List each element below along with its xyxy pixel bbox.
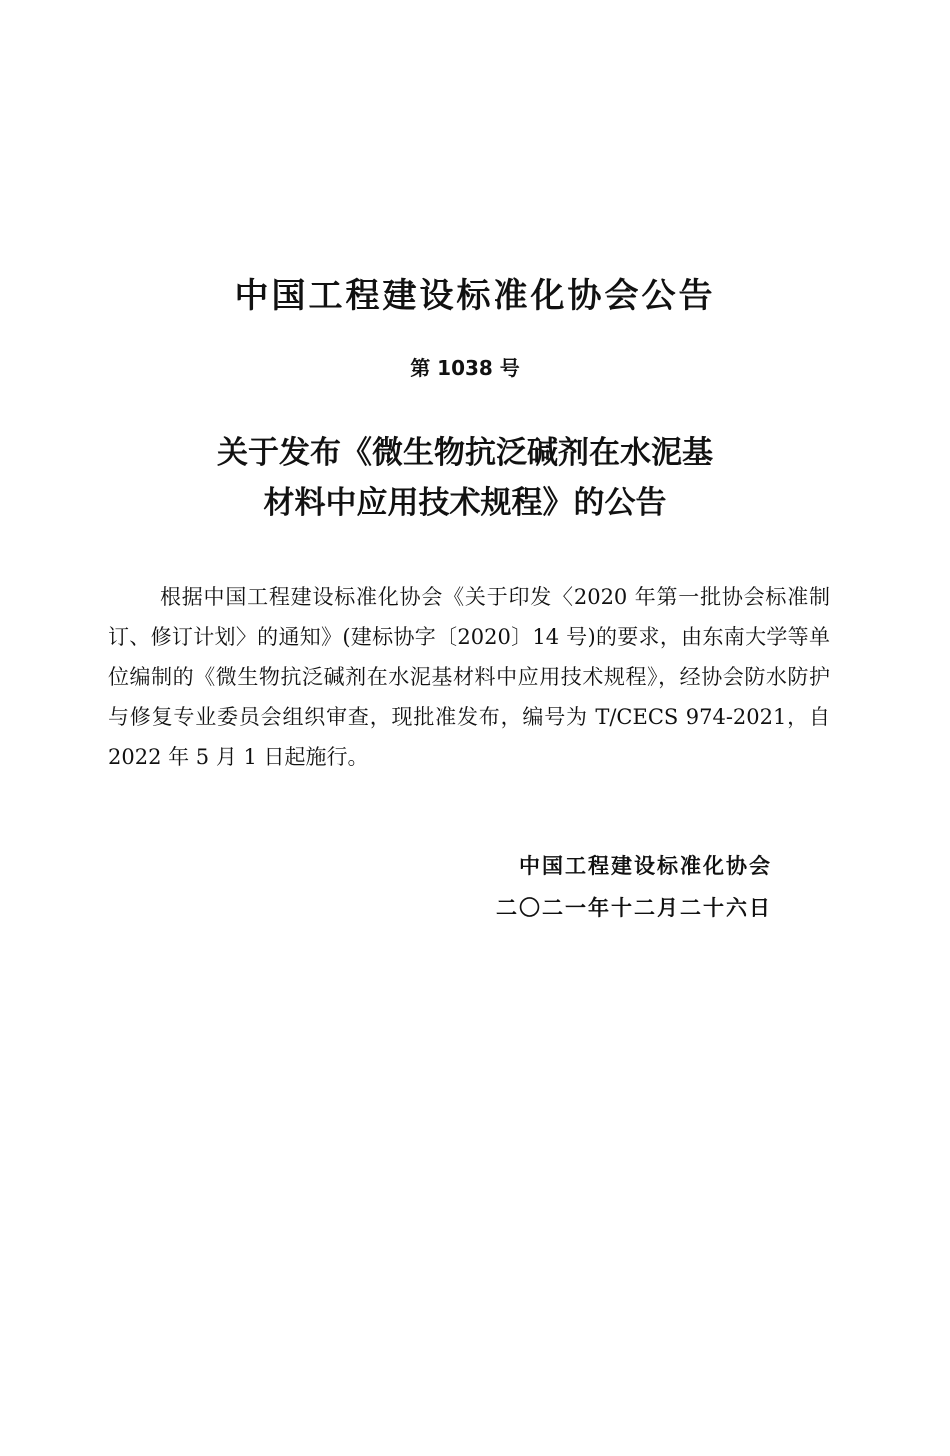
org-title: 中国工程建设标准化协会公告 [234,276,716,316]
notice-heading [0,428,930,528]
announcement-number: 第 1038 号 [410,356,520,380]
signature-block [496,845,772,929]
signature-organization: 中国工程建设标准化协会 [519,854,772,878]
notice-heading-line-1: 关于发布《微生物抗泛碱剂在水泥基 [217,435,713,471]
signature-date: 二〇二一年十二月二十六日 [496,896,772,920]
notice-heading-line-2: 材料中应用技术规程》的公告 [263,485,667,521]
announcement-body: 根据中国工程建设标准化协会《关于印发〈2020 年第一批协会标准制订、修订计划〉的通知》(建标协字〔2020〕14 号)的要求，由东南大学等单位编制的《微生物抗泛碱剂在水泥基材料中应用技术规程》，经协会防水防护与修复专业委员会组织审查，现批准发布，编号为 T/CECS 974-2021，自 2022 年 5 月 1 日起施行。 [108,585,830,769]
